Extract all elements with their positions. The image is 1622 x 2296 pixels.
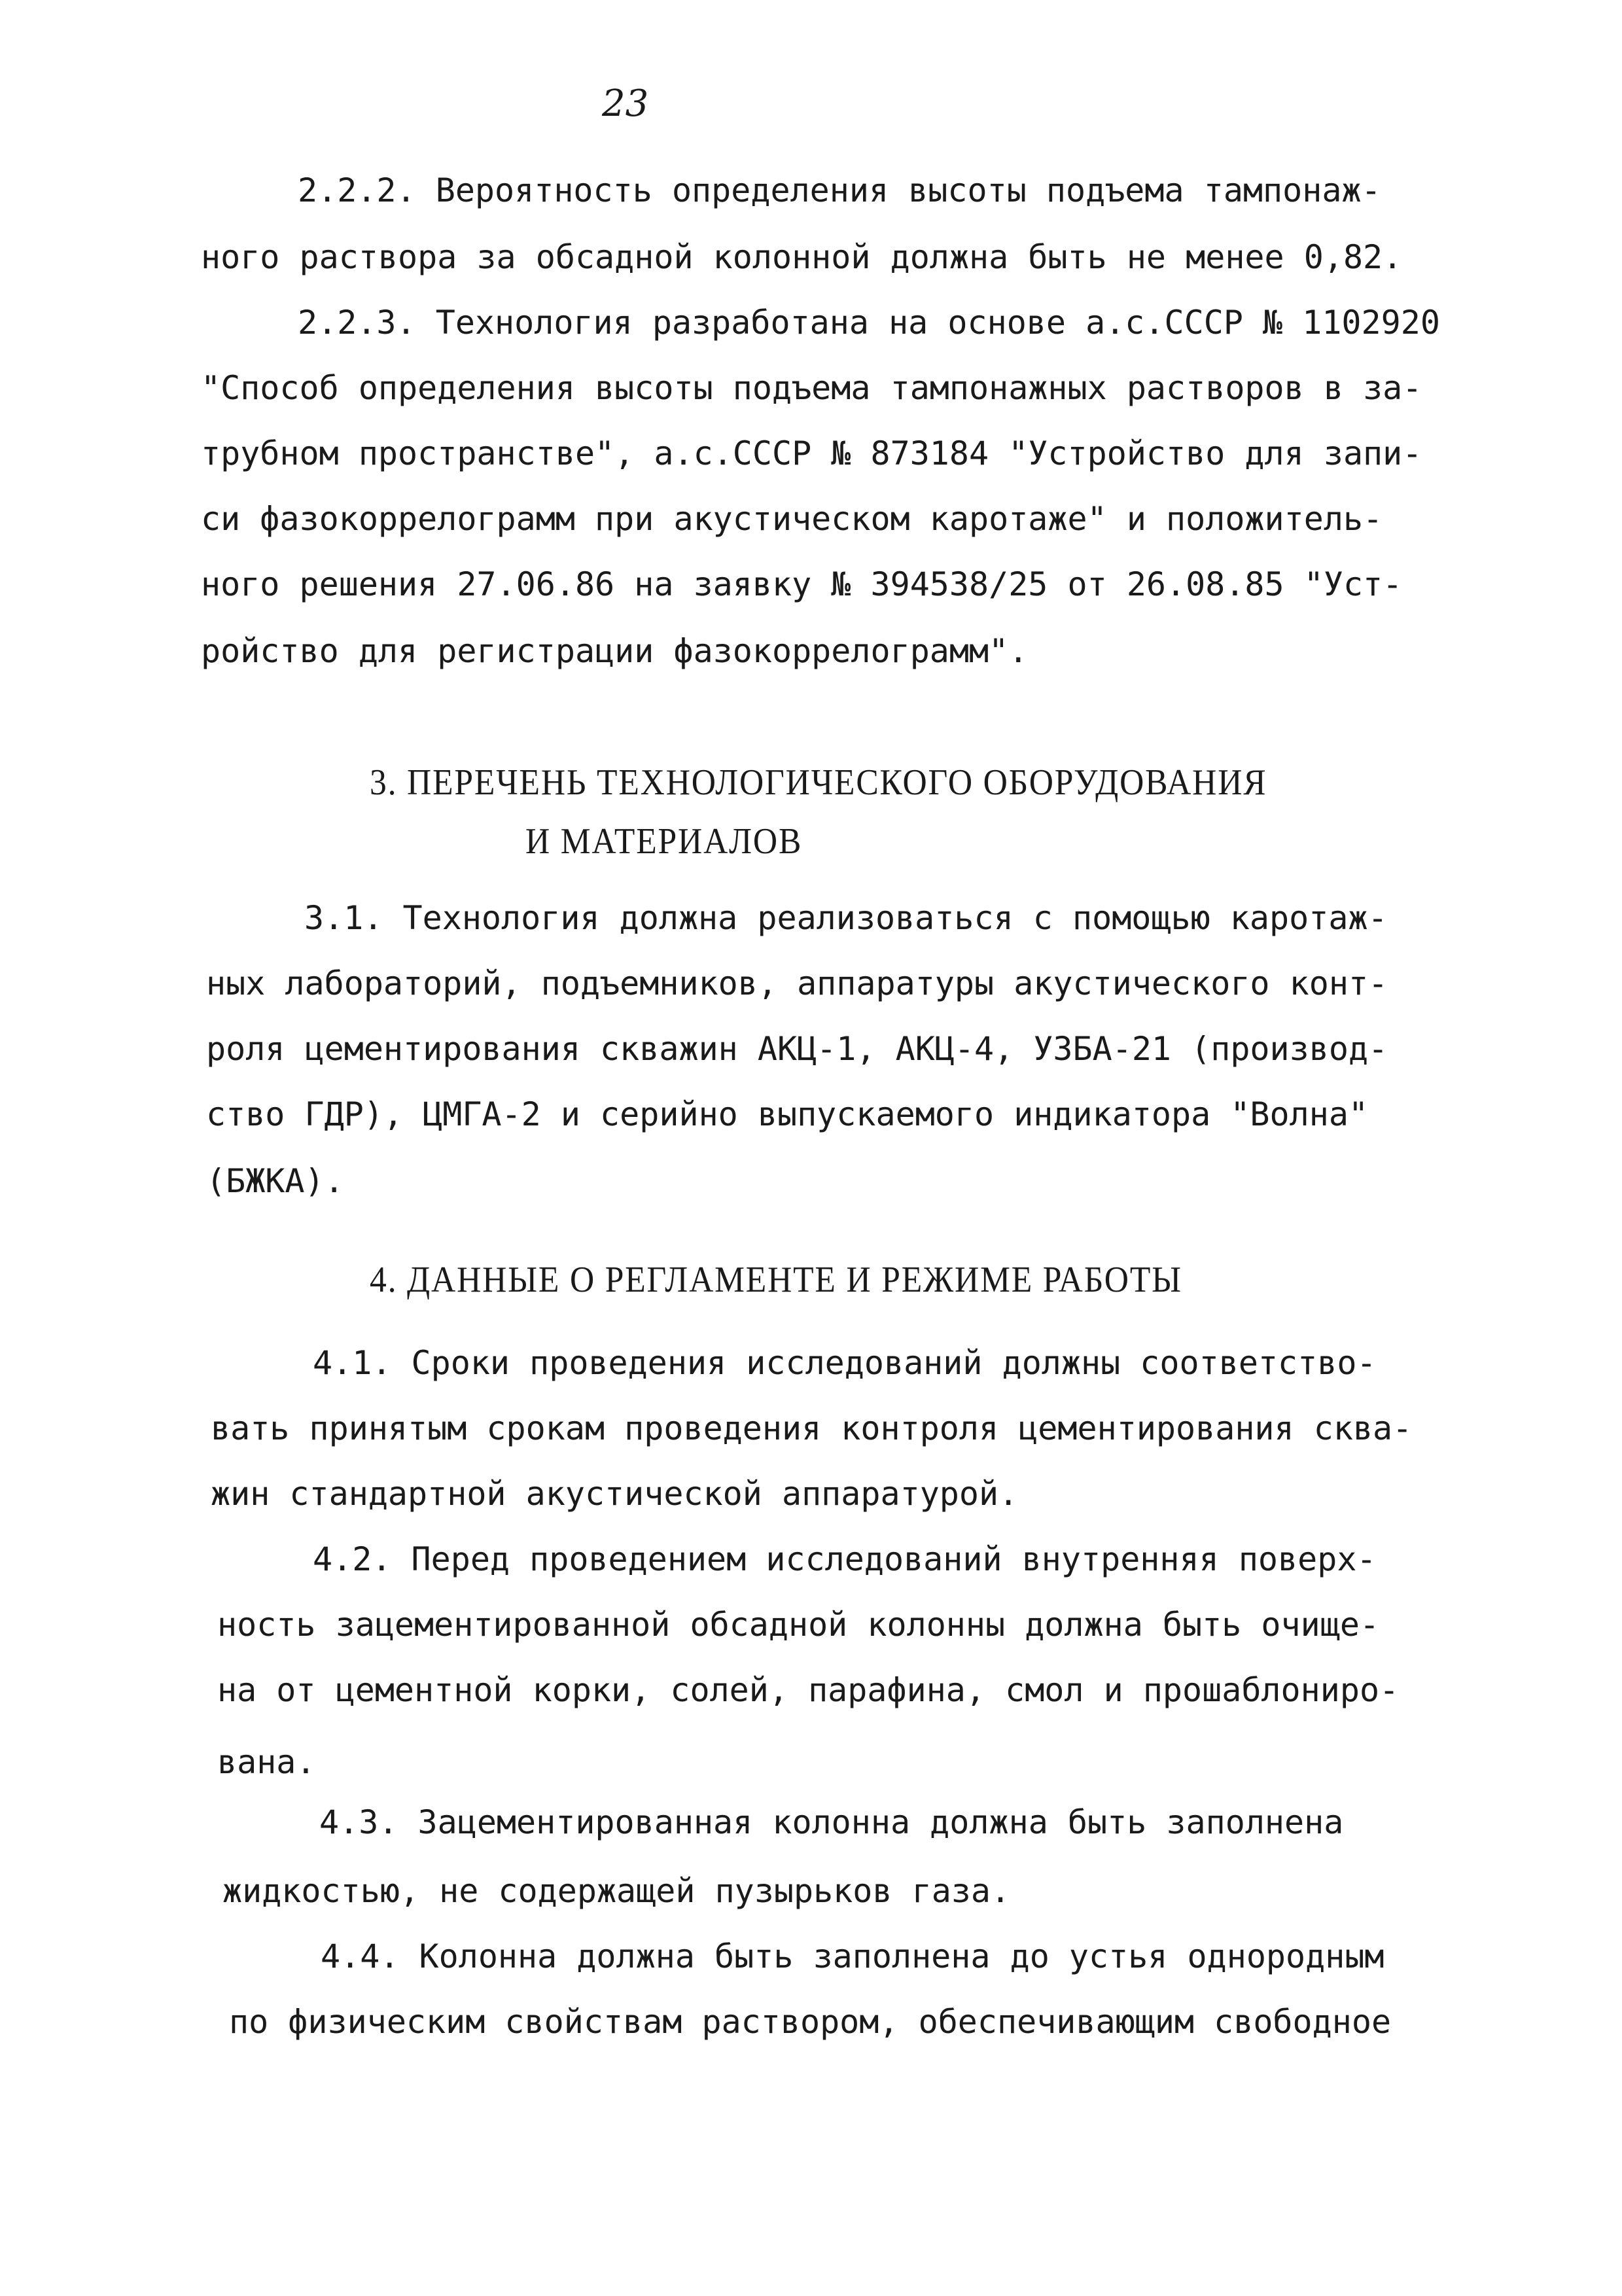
text-line: (БЖКА). [206, 1162, 344, 1200]
text-line: роля цементирования скважин АКЦ-1, АКЦ-4, УЗБА-21 (производ- [206, 1030, 1388, 1068]
text-line: 2.2.2. Вероятность определения высоты подъема тампонаж- [298, 171, 1381, 209]
text-line: 4.3. Зацементированная колонна должна быть заполнена [319, 1803, 1344, 1841]
text-line: "Способ определения высоты подъема тампонажных растворов в за- [201, 369, 1422, 407]
text-line: 4.4. Колонна должна быть заполнена до устья однородным [321, 1937, 1384, 1975]
text-line: 3.1. Технология должна реализоваться с помощью каротаж- [304, 899, 1388, 937]
text-line: 4.2. Перед проведением исследований внутренняя поверх- [313, 1540, 1377, 1578]
section-heading: 4. ДАННЫЕ О РЕГЛАМЕНТЕ И РЕЖИМЕ РАБОТЫ [370, 1260, 1182, 1300]
text-line: ного решения 27.06.86 на заявку № 394538/25 от 26.08.85 "Уст- [201, 565, 1403, 603]
text-line: ного раствора за обсадной колонной должна быть не менее 0,82. [201, 238, 1403, 276]
page-number: 23 [602, 82, 649, 125]
text-line: ность зацементированной обсадной колонны должна быть очище- [217, 1606, 1380, 1644]
text-line: жидкостью, не содержащей пузырьков газа. [222, 1872, 1011, 1910]
section-heading: И МАТЕРИАЛОВ [525, 821, 803, 862]
text-line: вана. [217, 1743, 316, 1781]
text-line: трубном пространстве", а.с.СССР № 873184 "Устройство для запи- [201, 434, 1422, 472]
text-line: ных лабораторий, подъемников, аппаратуры акустического конт- [206, 964, 1388, 1002]
text-line: ство ГДР), ЦМГА-2 и серийно выпускаемого индикатора "Волна" [206, 1095, 1369, 1133]
text-line: вать принятым срокам проведения контроля цементирования сква- [211, 1409, 1413, 1447]
section-heading: 3. ПЕРЕЧЕНЬ ТЕХНОЛОГИЧЕСКОГО ОБОРУДОВАНИЯ [370, 762, 1267, 803]
text-line: по физическим свойствам раствором, обеспечивающим свободное [229, 2003, 1392, 2041]
text-line: жин стандартной акустической аппаратурой. [211, 1475, 1019, 1513]
text-line: на от цементной корки, солей, парафина, смол и прошаблониро- [217, 1671, 1400, 1709]
text-line: 2.2.3. Технология разработана на основе а.с.СССР № 1102920 [298, 304, 1440, 342]
text-line: си фазокоррелограмм при акустическом каротаже" и положитель- [201, 500, 1383, 538]
text-line: 4.1. Сроки проведения исследований должны соответство- [313, 1344, 1377, 1382]
text-line: ройство для регистрации фазокоррелограмм". [201, 632, 1029, 670]
